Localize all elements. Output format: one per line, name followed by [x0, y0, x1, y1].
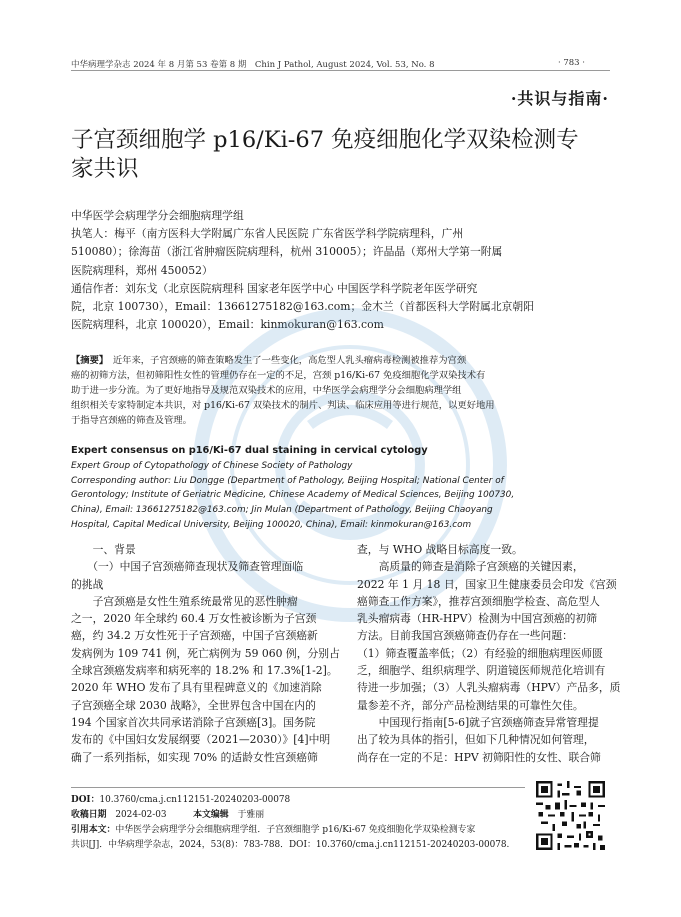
subsection-heading: （一）中国子宫颈癌筛查现状及筛查管理面临: [71, 560, 304, 574]
received-date: 2024-02-03: [115, 810, 167, 820]
citation-text: 中华医学会病理学分会细胞病理学组．子宫颈细胞学 p16/Ki-67 免疫细胞化学双染检测专家: [115, 825, 476, 835]
received-label: 收稿日期: [71, 810, 107, 820]
subsection-heading: 的挑战: [71, 577, 104, 591]
body-text: 方法。目前我国宫颈癌筛查仍存在一些问题：: [357, 629, 573, 643]
body-text: （1）筛查覆盖率低；（2）有经验的细胞病理医师匮: [357, 646, 603, 660]
body-text: 子宫颈癌全球 2030 战略》，全世界包含中国在内的: [71, 698, 316, 712]
author-line: 510080）；徐海苗（浙江省肿瘤医院病理科，杭州 310005）；许晶晶（郑州大学第一附属: [71, 245, 503, 259]
section-tag: ·共识与指南·: [510, 89, 609, 108]
body-text: 发病例为 109 741 例，死亡病例为 59 060 例，分别占: [71, 646, 340, 660]
body-text: 发布的《中国妇女发展纲要（2021—2030）》[4]中明: [71, 733, 331, 747]
body-text: 子宫颈癌是女性生殖系统最常见的恶性肿瘤: [71, 594, 298, 608]
body-text: 出了较为具体的指引，但如下几种情况如何管理，: [357, 733, 595, 747]
correspondence-line: 通信作者：刘东戈（北京医院病理科 国家老年医学中心 中国医学科学院老年医学研究: [71, 281, 478, 295]
abstract-text: 近年来，子宫颈癌的筛查策略发生了一些变化，高危型人乳头瘤病毒检测被推荐为宫颈: [103, 355, 467, 366]
body-text: 之一，2020 年全球约 60.4 万女性被诊断为子宫颈: [71, 612, 317, 626]
header-divider: [71, 70, 610, 71]
body-text: 癌筛查工作方案》，推荐宫颈细胞学检查、高危型人: [357, 594, 600, 608]
section-heading: 一、背景: [71, 543, 136, 556]
body-text: 尚存在一定的不足：HPV 初筛阳性的女性、联合筛: [357, 750, 601, 764]
article-footer: [71, 793, 541, 853]
editor-name: 于雅丽: [237, 810, 265, 820]
body-text: 待进一步加强；（3）人乳头瘤病毒（HPV）产品多，质: [357, 681, 621, 695]
author-group: 中华医学会病理学分会细胞病理学组: [71, 209, 244, 222]
footer-divider: [71, 787, 525, 788]
body-text: 乏，细胞学、组织病理学、阴道镜医师规范化培训有: [357, 664, 606, 678]
body-text: 2022 年 1 月 18 日，国家卫生健康委员会印发《宫颈: [357, 577, 617, 591]
body-text: 癌，约 34.2 万女性死于子宫颈癌，中国子宫颈癌新: [71, 629, 318, 643]
body-text: 194 个国家首次共同承诺消除子宫颈癌[3]。国务院: [71, 715, 316, 729]
correspondence-line: 医院病理科，北京 100020），Email：kinmokuran@163.com: [71, 318, 384, 332]
correspondence-line: 院，北京 100730），Email：13661275182@163.com；金木兰（首都医科大学附属北京朝阳: [71, 300, 535, 314]
body-text: 中国现行指南[5-6]就子宫颈癌筛查异常管理提: [357, 715, 599, 729]
english-author-line: Expert Group of Cytopathology of Chinese Society of Pathology: [71, 460, 353, 471]
body-column-right: [357, 541, 621, 766]
body-text: 2020 年 WHO 发布了具有里程碑意义的《加速消除: [71, 681, 322, 695]
english-author-line: China), Email: 13661275182@163.com; Jin Mulan (Department of Pathology, Beijing Chaoyang: [71, 505, 493, 516]
body-text: 确了一系列指标，如实现 70% 的适龄女性宫颈癌筛: [71, 750, 318, 764]
author-line: 医院病理科，郑州 450052）: [71, 263, 213, 277]
abstract-text: 助于进一步分流。为了更好地指导及规范双染技术的应用，中华医学会病理学分会细胞病理学组: [71, 385, 462, 396]
qr-code[interactable]: [536, 781, 605, 850]
body-text: 量参差不齐，部分产品检测结果的可靠性欠佳。: [357, 698, 584, 712]
citation-text: 共识[J]．中华病理学杂志，2024，53(8)：783-788．DOI：10.3760/cma.j.cn112151-20240203-00078.: [71, 840, 510, 850]
body-column-left: [71, 541, 341, 766]
cite-label: 引用本文：: [71, 825, 116, 835]
english-author-line: Gerontology; Institute of Geriatric Medicine, Chinese Academy of Medical Sciences, Beijing 100730,: [71, 490, 515, 501]
abstract-label: 【摘要】: [71, 355, 104, 366]
body-text: 乳头瘤病毒（HR-HPV）检测为中国宫颈癌的初筛: [357, 612, 598, 626]
abstract-text: 于指导宫颈癌的筛查及管理。: [71, 415, 192, 426]
author-line: 执笔人：梅平（南方医科大学附属广东省人民医院 广东省医学科学院病理科，广州: [71, 227, 464, 241]
english-author-line: Corresponding author: Liu Dongge (Department of Pathology, Beijing Hospital; National Center of: [71, 475, 504, 486]
doi-label: DOI：: [71, 795, 100, 805]
article-title: 子宫颈细胞学 p16/Ki-67 免疫细胞化学双染检测专家共识: [71, 127, 579, 182]
author-block: [71, 207, 606, 334]
journal-header: 中华病理学杂志 2024 年 8 月第 53 卷第 8 期 Chin J Pathol, August 2024, Vol. 53, No. 8: [71, 60, 435, 70]
body-text: 全球宫颈癌发病率和病死率的 18.2% 和 17.3%[1-2]。: [71, 664, 338, 678]
abstract-text: 癌的初筛方法，但初筛阳性女性的管理仍存在一定的不足，宫颈 p16/Ki-67 免疫细胞化学双染技术有: [71, 370, 486, 381]
abstract-english: [71, 444, 611, 533]
body-text: 查，与 WHO 战略目标高度一致。: [357, 543, 523, 556]
body-text: 高质量的筛查是消除子宫颈癌的关键因素，: [357, 560, 584, 574]
page-number: · 783 ·: [557, 58, 585, 68]
doi-link[interactable]: 10.3760/cma.j.cn112151-20240203-00078: [99, 795, 291, 805]
english-author-line: Hospital, Capital Medical University, Beijing 100020, China), Email: kinmokuran@163.com: [71, 519, 472, 530]
abstract-chinese: [71, 353, 608, 428]
abstract-text: 组织相关专家特制定本共识，对 p16/Ki-67 双染技术的制片、判读、临床应用等进行规范，以更好地用: [71, 400, 495, 411]
editor-label: 本文编辑: [193, 810, 229, 820]
english-title: Expert consensus on p16/Ki-67 dual staining in cervical cytology: [71, 445, 428, 456]
